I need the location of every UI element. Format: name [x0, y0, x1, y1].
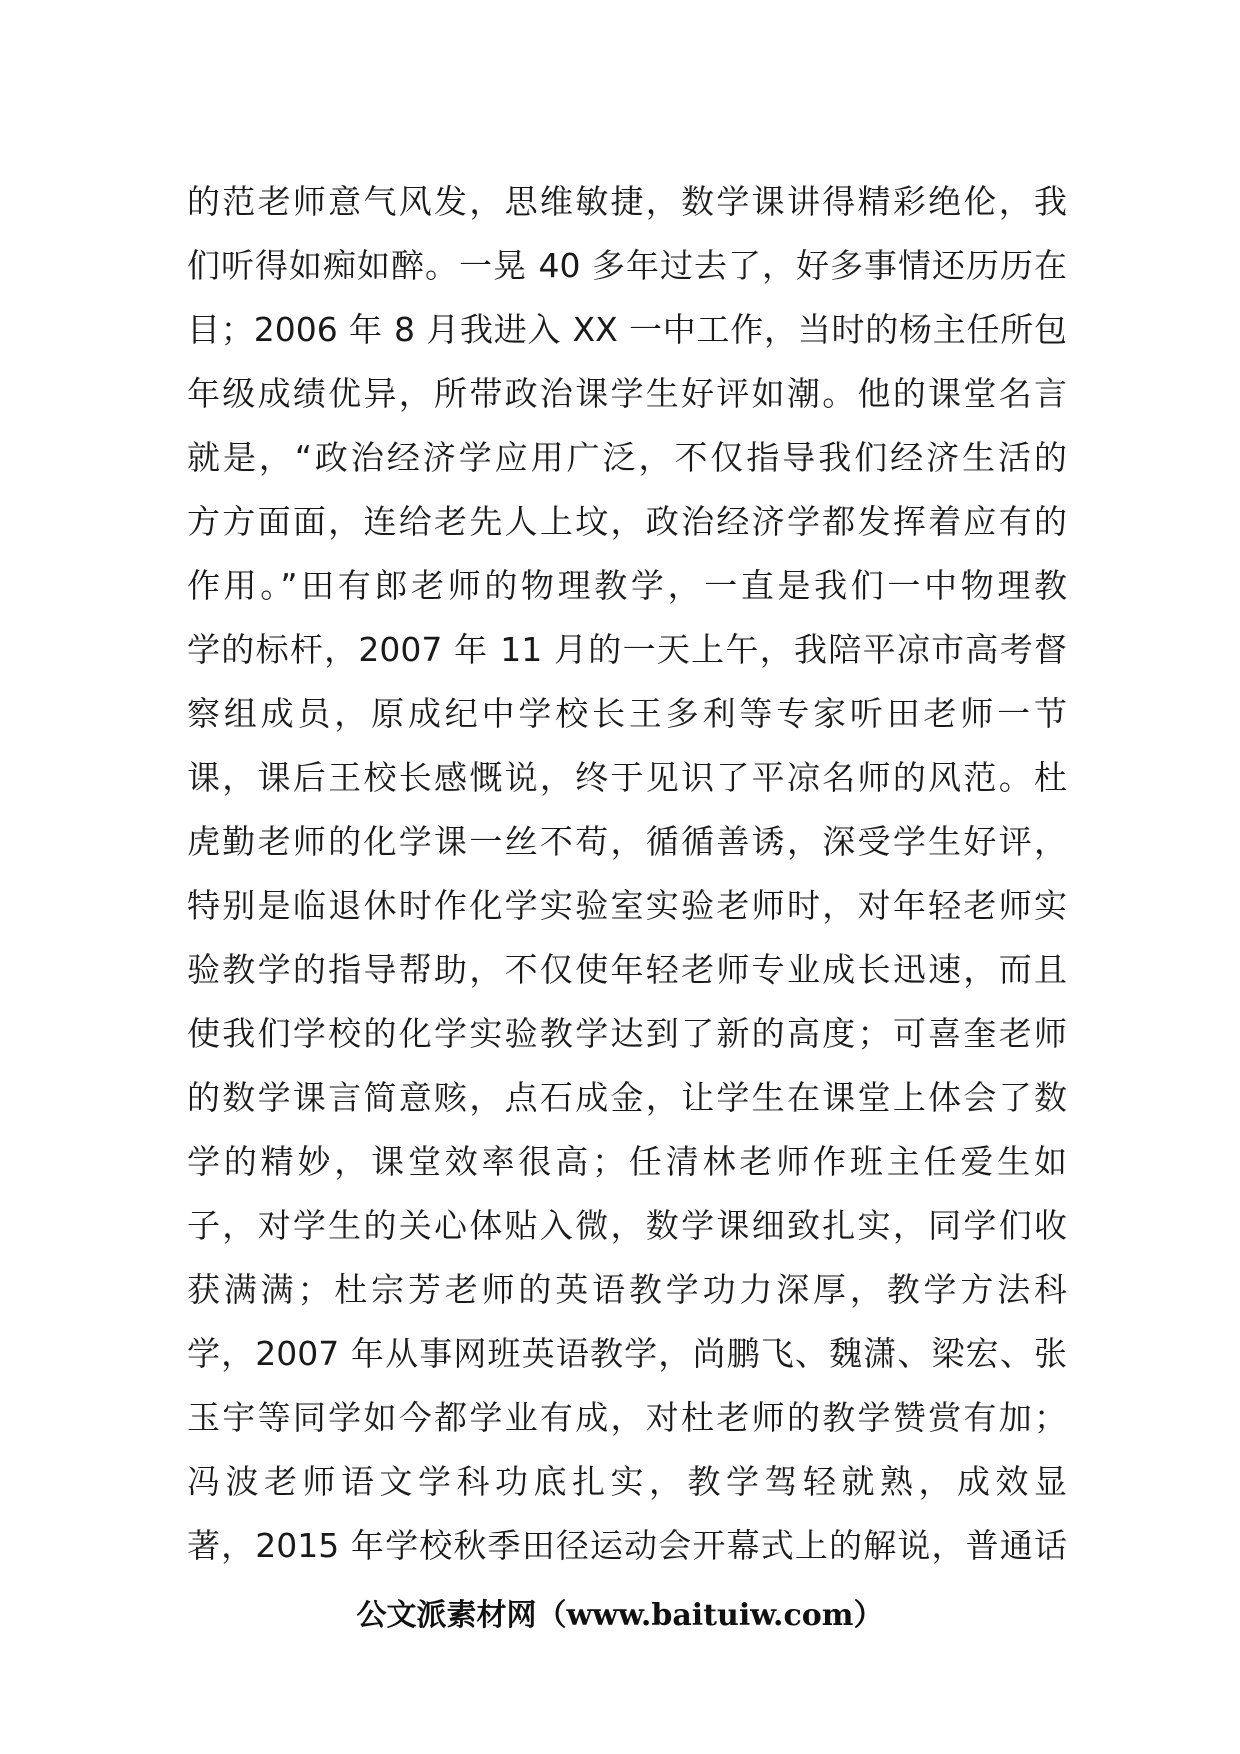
text-line: 使我们学校的化学实验教学达到了新的高度；可喜奎老师	[187, 1014, 1067, 1053]
text-line: 虎勤老师的化学课一丝不苟，循循善诱，深受学生好评，	[187, 822, 1067, 861]
text-line: 获满满；杜宗芳老师的英语教学功力深厚，教学方法科	[187, 1270, 1067, 1309]
text-line: 子，对学生的关心体贴入微，数学课细致扎实，同学们收	[187, 1206, 1067, 1245]
text-line: 们听得如痴如醉。一晃 40 多年过去了，好多事情还历历在	[187, 246, 1067, 285]
text-line: 察组成员，原成纪中学校长王多利等专家听田老师一节	[187, 694, 1067, 733]
text-line: 冯波老师语文学科功底扎实，教学驾轻就熟，成效显	[187, 1462, 1067, 1501]
text-line: 年级成绩优异，所带政治课学生好评如潮。他的课堂名言	[187, 374, 1067, 413]
text-line: 目；2006 年 8 月我进入 XX 一中工作，当时的杨主任所包	[187, 310, 1068, 349]
text-line: 著，2015 年学校秋季田径运动会开幕式上的解说，普通话	[187, 1526, 1067, 1565]
text-line: 学的精妙，课堂效率很高；任清林老师作班主任爱生如	[187, 1142, 1067, 1181]
text-line: 学，2007 年从事网班英语教学，尚鹏飞、魏潇、梁宏、张	[187, 1334, 1067, 1373]
text-line: 学的标杆，2007 年 11 月的一天上午，我陪平凉市高考督	[187, 630, 1067, 669]
text-line: 玉宇等同学如今都学业有成，对杜老师的教学赞赏有加；	[187, 1398, 1067, 1437]
text-line: 验教学的指导帮助，不仅使年轻老师专业成长迅速，而且	[187, 950, 1067, 989]
body-paragraph	[187, 170, 1067, 1578]
text-line: 的范老师意气风发，思维敏捷，数学课讲得精彩绝伦，我	[187, 182, 1067, 221]
text-line: 特别是临退休时作化学实验室实验老师时，对年轻老师实	[187, 886, 1067, 925]
text-line: 就是，“政治经济学应用广泛，不仅指导我们经济生活的	[187, 438, 1067, 477]
text-line: 作用。”田有郎老师的物理教学，一直是我们一中物理教	[187, 566, 1067, 605]
text-line: 方方面面，连给老先人上坟，政治经济学都发挥着应有的	[187, 502, 1067, 541]
text-line: 课，课后王校长感慨说，终于见识了平凉名师的风范。杜	[187, 758, 1067, 797]
text-line: 的数学课言简意赅，点石成金，让学生在课堂上体会了数	[187, 1078, 1067, 1117]
footer-watermark: 公文派素材网（www.baituiw.com）	[356, 1598, 884, 1633]
